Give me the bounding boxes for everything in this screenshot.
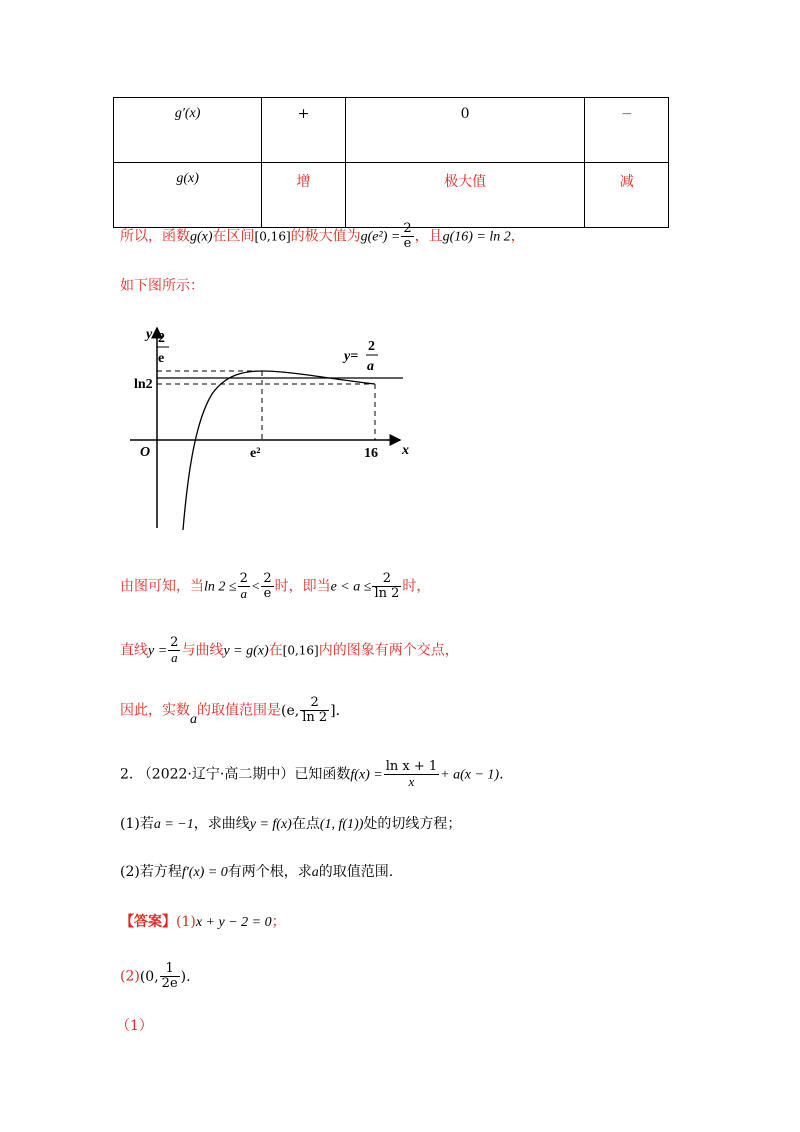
formula: [0,16] [254, 229, 291, 244]
solution-line-intersections [120, 636, 459, 665]
formula: y = g(x) [223, 643, 269, 659]
text: 的取值范围是 [197, 702, 281, 719]
text: 时，即当 [274, 578, 331, 595]
curve-g [183, 371, 375, 530]
tick-ln2: ln2 [134, 377, 153, 392]
x-axis-label: x [402, 443, 409, 458]
fraction [238, 572, 250, 601]
numerator: 2 [239, 571, 248, 586]
text: . [499, 766, 504, 783]
table-cell: 极大值 [345, 163, 585, 228]
line-label-denominator: a [367, 359, 374, 374]
formula: (1, f(1)) [319, 817, 364, 832]
fraction [261, 572, 273, 601]
formula: g(16) = ln 2 [442, 229, 511, 245]
formula: a [311, 865, 319, 880]
function-graph [120, 320, 420, 535]
formula: x + y − 2 = 0 [195, 915, 272, 930]
interval-open: (e, [281, 702, 300, 719]
table-cell: 减 [585, 163, 669, 228]
table-cell-label: g′(x) [114, 98, 262, 163]
text: 在 [268, 642, 283, 659]
text: ，求曲线 [193, 816, 250, 832]
solution-line-range [120, 696, 340, 725]
formula: + a(x − 1) [440, 767, 500, 783]
formula: < [250, 579, 261, 595]
interval-close: ). [180, 968, 191, 985]
tick-16: 16 [364, 446, 378, 461]
fraction [168, 636, 180, 665]
text: ，且 [414, 228, 443, 245]
denominator: 2e [161, 976, 178, 991]
question-2-part-1 [120, 814, 461, 835]
formula: g(e²) = [360, 229, 401, 245]
formula: y = [148, 643, 168, 659]
formula: g(x) [190, 229, 213, 245]
text: 所以，函数 [120, 228, 190, 245]
text: 在区间 [212, 228, 255, 245]
formula: a = −1 [153, 817, 194, 832]
denominator: ln 2 [374, 586, 400, 601]
text: 由图可知，当 [120, 578, 204, 595]
tick-e2: e² [250, 446, 261, 461]
tick-top-denominator: e [158, 351, 165, 366]
text: 处的切线方程； [363, 816, 462, 832]
text: 与曲线 [181, 642, 224, 659]
text: 直线 [120, 642, 148, 659]
text: (1) [176, 914, 196, 930]
question-2-stem [120, 760, 504, 789]
tick-top-numerator: 2 [158, 331, 165, 346]
solution-line-max [120, 222, 525, 251]
question-2-part-2 [120, 862, 393, 883]
text: 内的图象有两个交点， [318, 642, 459, 659]
fraction [160, 962, 180, 991]
numerator: 2 [403, 221, 412, 236]
formula: f(x) = [350, 767, 383, 783]
denominator: a [240, 586, 247, 601]
fraction [300, 696, 329, 725]
table-cell: 增 [262, 163, 346, 228]
origin-label: O [140, 445, 151, 460]
numerator: ln x + 1 [385, 759, 438, 774]
fraction [372, 572, 401, 601]
answer-line-1 [120, 912, 286, 933]
formula: y = f(x) [249, 817, 292, 832]
table-cell: − [585, 98, 669, 163]
numerator: 1 [160, 962, 180, 977]
table-row [114, 98, 669, 163]
text: 有两个根，求 [227, 864, 312, 880]
answer-line-2 [120, 962, 191, 991]
table-row [114, 163, 669, 228]
fraction [384, 760, 439, 789]
text: (2) [120, 968, 140, 985]
line-label-prefix: y= [344, 349, 359, 364]
denominator: ln 2 [302, 710, 328, 725]
table-cell-label: g(x) [114, 163, 262, 228]
text: 的极大值为 [290, 228, 361, 245]
interval-close: ]. [330, 702, 341, 719]
numerator: 2 [170, 635, 179, 650]
text: 2. （2022·辽宁·高二期中）已知函数 [120, 766, 351, 783]
interval [139, 961, 191, 991]
solution-part-1-heading: （1） [116, 1018, 153, 1034]
text: ， [510, 228, 525, 245]
solution-line-condition [120, 572, 430, 601]
denominator: a [171, 650, 178, 665]
text: 在点 [291, 816, 320, 832]
sign-table [113, 97, 669, 228]
solution-line-figure-intro: 如下图所示： [120, 278, 204, 294]
formula: [0,16] [282, 643, 319, 658]
text: 时， [402, 578, 431, 595]
text: (2)若方程 [120, 864, 182, 880]
formula: e < a ≤ [330, 579, 372, 595]
interval-open: (0, [139, 968, 159, 985]
formula: ln 2 ≤ [204, 579, 237, 595]
denominator: x [408, 774, 415, 789]
table-cell: 0 [345, 98, 585, 163]
table-cell: + [262, 98, 346, 163]
line-label-numerator: 2 [368, 339, 375, 354]
formula: f′(x) = 0 [181, 865, 228, 880]
text: (1)若 [120, 816, 154, 832]
fraction [401, 222, 413, 251]
text: ； [271, 914, 286, 930]
answer-label: 【答案】 [120, 914, 176, 930]
interval [281, 695, 341, 725]
formula: a [190, 711, 197, 727]
numerator: 2 [300, 696, 329, 711]
text: 因此，实数 [120, 702, 190, 719]
numerator: 2 [372, 572, 401, 587]
y-axis-label: y [146, 327, 153, 342]
text: 的取值范围. [318, 864, 394, 880]
denominator: e [263, 586, 272, 601]
denominator: e [403, 236, 412, 251]
numerator: 2 [263, 571, 272, 586]
